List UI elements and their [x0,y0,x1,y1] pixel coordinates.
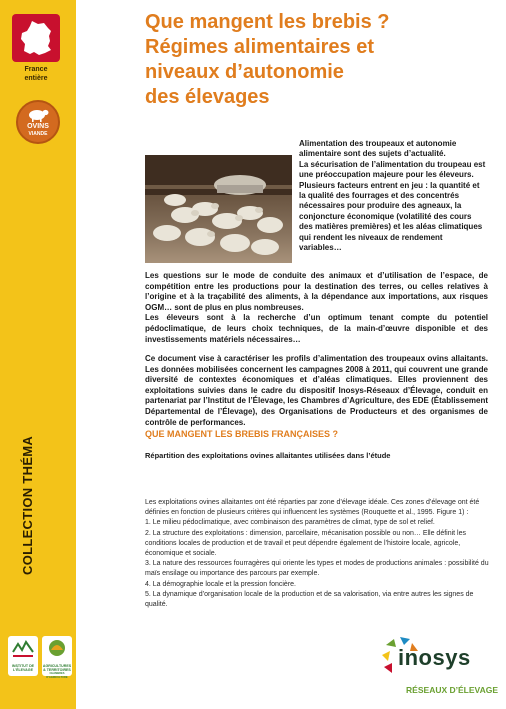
section-body [145,498,490,610]
body-item: 3. La nature des ressources fourragères qui oriente les types et modes de productions animales : possibilité du maïs ensilage ou importance des parcours par exemple. [145,560,489,578]
body-item: 1. Le milieu pédoclimatique, avec combinaison des paramètres de climat, type de sol et relief. [145,519,435,527]
body-paragraph: Les exploitations ovines allaitantes ont été réparties par zone d’élevage idéale. Ces zones d’élevage ont été définies en fonction de plusieurs critères qui influencent les systèmes (Rouquette et al., 1995. Figure 1) : [145,499,480,517]
title-line: niveaux d’autonomie [145,61,344,83]
inosys-logo [380,633,498,699]
intro-paragraph: La sécurisation de l’alimentation du troupeau est une préoccupation majeure pour les éleveurs. Plusieurs facteurs entrent en jeu : la quantité et la qualité des fourrages et des concentrés nécessaires pour produire des agneaux, la conjoncture économique (volatilité des cours des matières premières) et les aléas climatiques qui rendent les niveaux de rendement variables… [299,159,486,253]
objective-paragraph [145,354,488,428]
sheep-photo [145,155,292,263]
sidebar [0,0,76,709]
title-line: des élevages [145,86,270,108]
badge-line1: OVINS [27,123,49,130]
inosys-subtitle: RÉSEAUX D’ÉLEVAGE [406,685,498,695]
inosys-brand: inosys [398,645,471,670]
region-label: France entière [24,66,48,82]
chambres-agriculture-logo: AGRICULTURES & TERRITOIRES CHAMBRES D'AGRICULTURE [42,636,72,676]
body-item: 2. La structure des exploitations : dimension, parcellaire, mécanisation possible ou non… Elle définit les conditions locales de production et de travail et peut dépendre également de l’histoire locale, agricole, économique et sociale. [145,529,467,558]
paragraph: Ce document vise à caractériser les profils d’alimentation des troupeaux ovins allaitants. Les données mobilisées concernent les campagnes 2008 à 2011, qui couvrent une grande diversité de contextes économiques et d’aléas climatiques. Elles proviennent des exploitations suivies dans le cadre du dispositif Inosys-Réseaux d’Élevage, conduit en partenariat par l’Institut de l’Élevage, les Chambres d’Agriculture, des EDE (Établissement Départemental de l’Élevage), des Organisations de Producteurs et des organismes de contrôle de performances. [145,354,488,427]
paragraph: Les questions sur le mode de conduite des animaux et d’utilisation de l’espace, de compétition entre les productions pour la destination des terres, ou celles relatives à l’origine et à la traçabilité des aliments, à la dépendance aux importations, aux risques OGM… sont de plus en plus nombreuses. [145,271,488,312]
page-title [145,10,495,110]
institut-elevage-logo: INSTITUT DE L'ÉLEVAGE [8,636,38,676]
collection-label: COLLECTION THÉMA [20,435,35,575]
context-paragraphs [145,271,488,345]
france-map-icon [12,14,60,62]
sheep-icon [26,106,50,122]
ovins-viande-badge [16,100,60,144]
body-item: 4. La démographie locale et la pression foncière. [145,580,296,588]
paragraph: Les éleveurs sont à la recherche d’un optimum tenant compte du potentiel pédoclimatique, de leurs choix techniques, de la main-d’œuvre disponible et des investissements matériels nécessaires… [145,313,488,344]
intro-paragraph: Alimentation des troupeaux et autonomie alimentaire sont des sujets d’actualité. [299,139,457,159]
intro-text [299,139,487,253]
body-item: 5. La dynamique d’organisation locale de la production et de sa valorisation, via entre autres les signes de qualité. [145,590,474,609]
section-subheading: Répartition des exploitations ovines allaitantes utilisées dans l’étude [145,451,391,460]
title-line: Régimes alimentaires et [145,36,374,58]
section-heading: QUE MANGENT LES BREBIS FRANÇAISES ? [145,429,339,439]
badge-line2: VIANDE [28,131,48,137]
title-line: Que mangent les brebis ? [145,11,390,33]
